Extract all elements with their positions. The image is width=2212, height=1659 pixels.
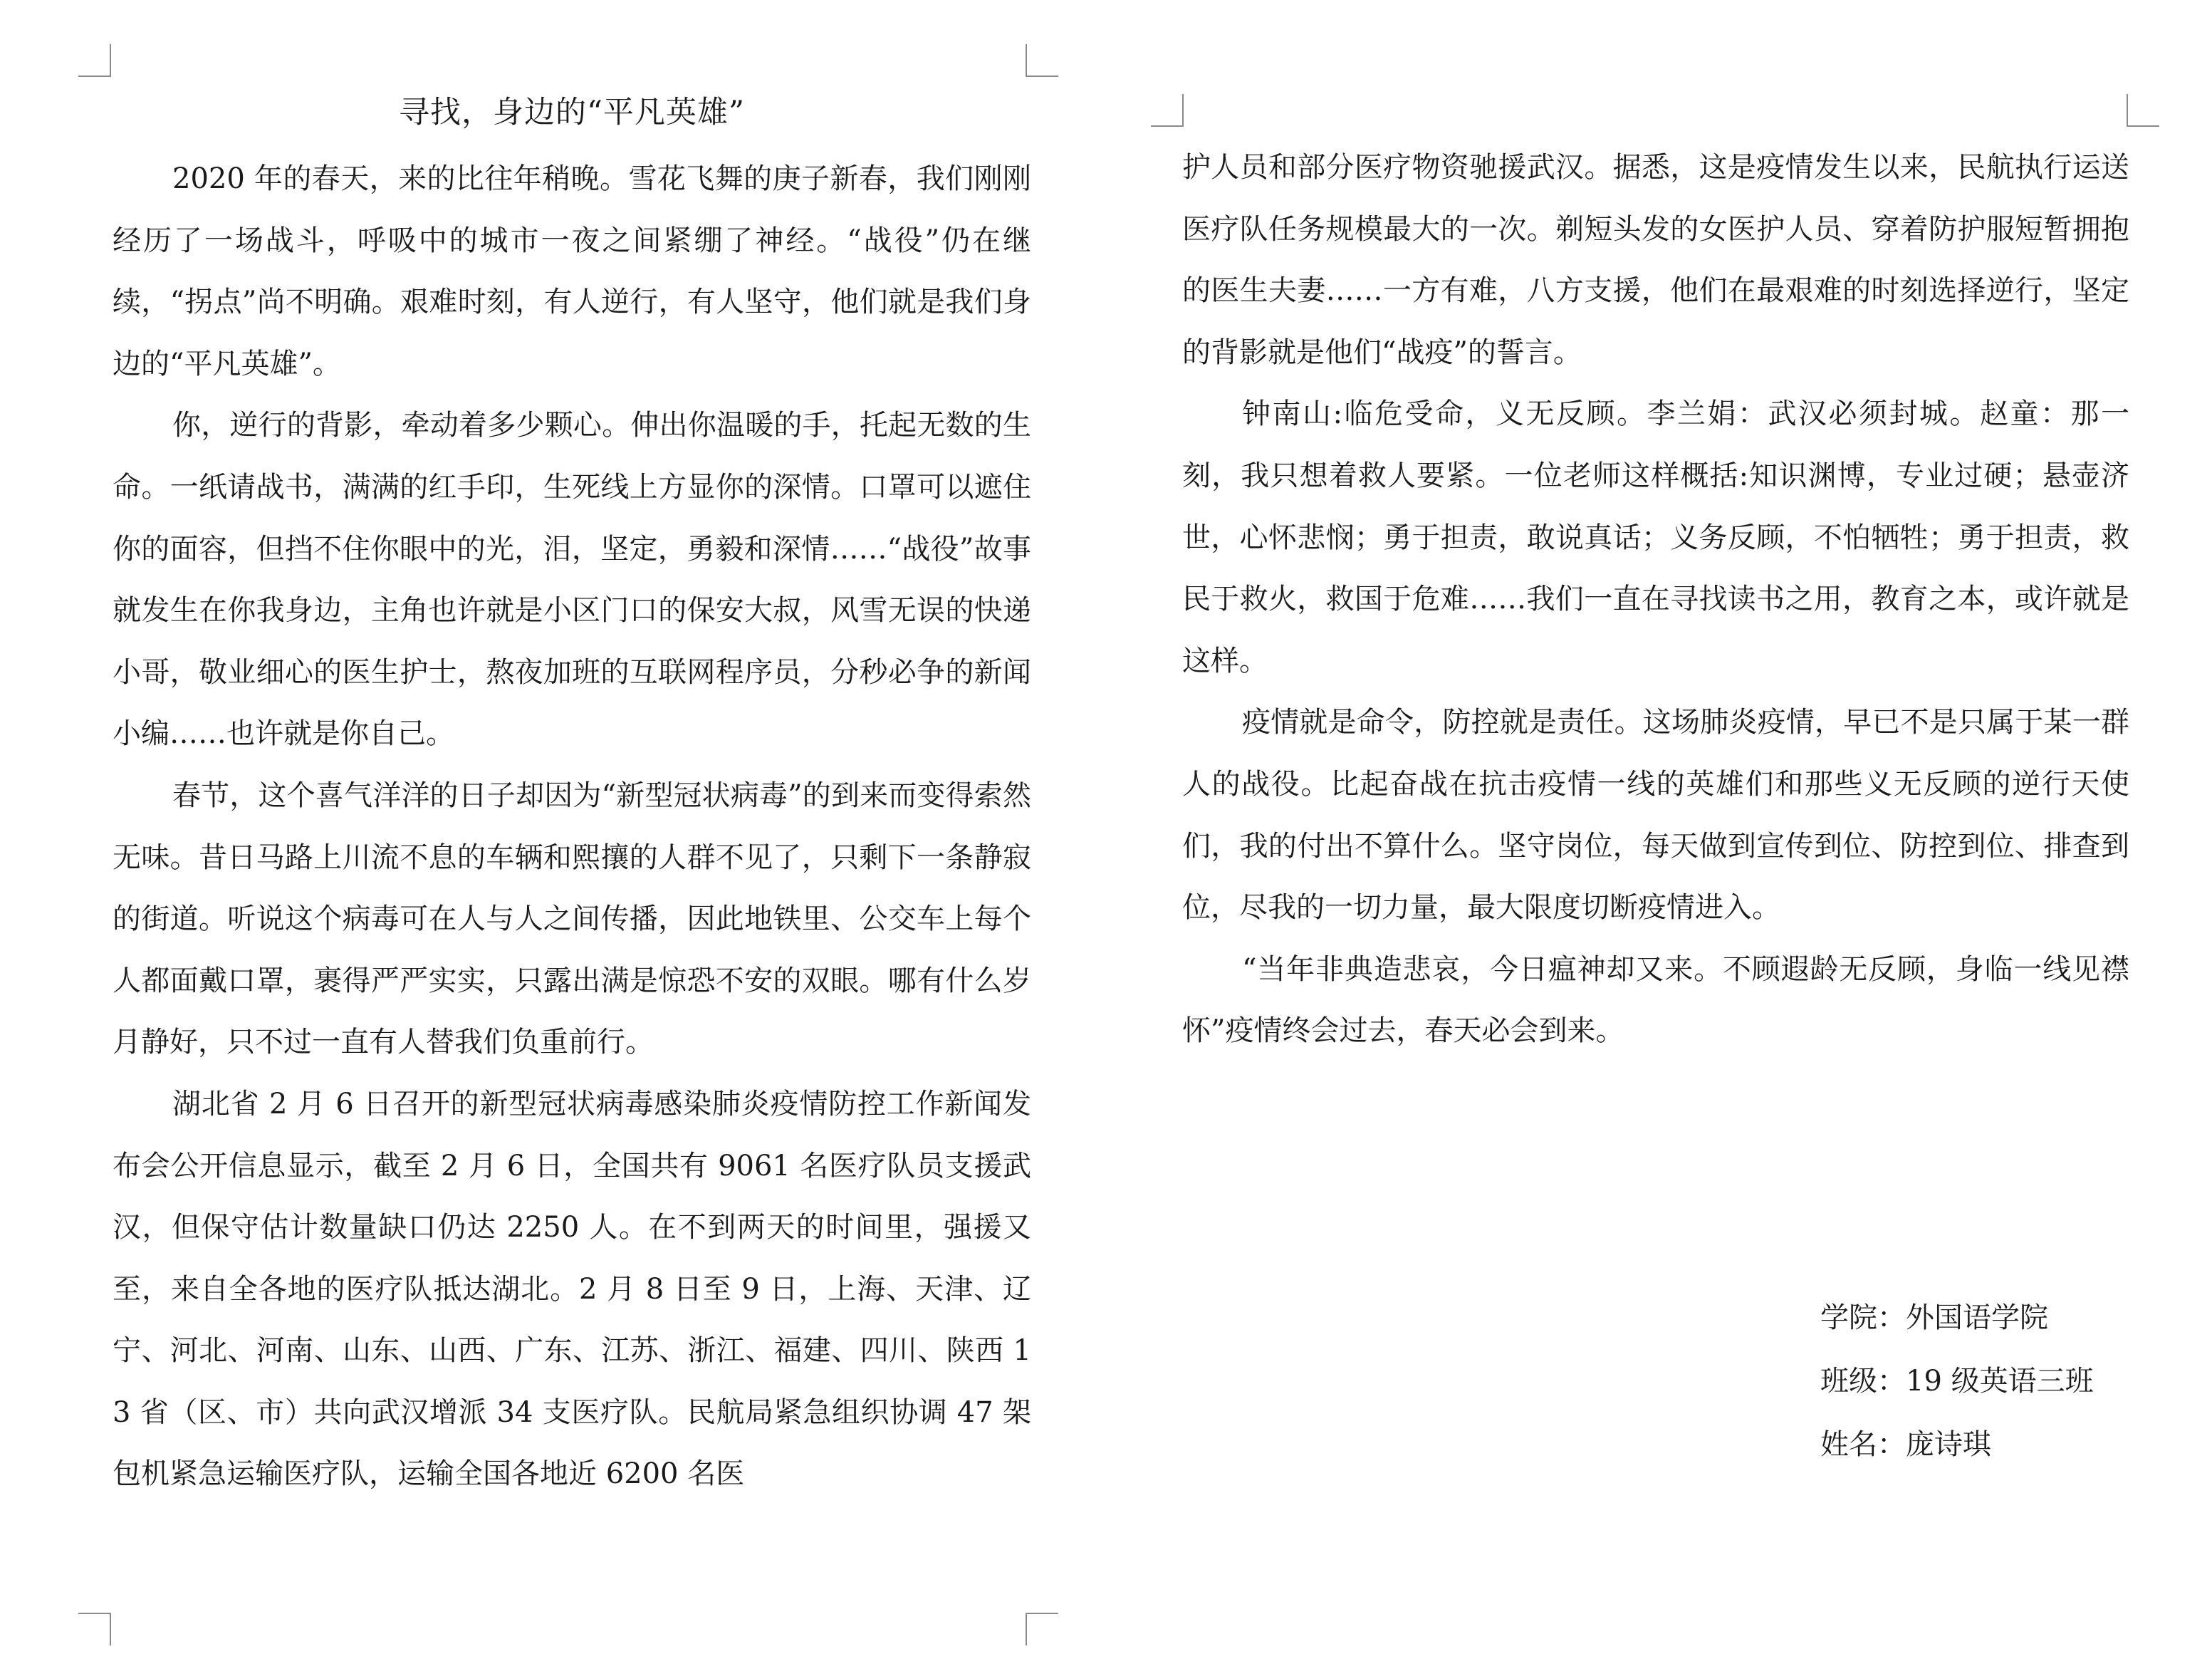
crop-mark-bottom-right xyxy=(1026,1613,1058,1645)
crop-mark-bottom-left xyxy=(78,1613,111,1645)
paragraph: 疫情就是命令，防控就是责任。这场肺炎疫情，早已不是只属于某一群人的战役。比起奋战在抗击疫情一线的英雄们和那些义无反顾的逆行天使们，我的付出不算什么。坚守岗位，每天做到宣传到位、防控到位、排查到位，尽我的一切力量，最大限度切断疫情进入。 xyxy=(1182,706,2129,925)
author-signature xyxy=(1820,1286,2094,1477)
crop-mark-top-right xyxy=(1026,44,1058,77)
paragraph: 你，逆行的背影，牵动着多少颗心。伸出你温暖的手，托起无数的生命。一纸请战书，满满的红手印，生死线上方显你的深情。口罩可以遮住你的面容，但挡不住你眼中的光，泪，坚定，勇毅和深情……“战役”故事就发生在你我身边，主角也许就是小区门口的保安大叔，风雪无误的快递小哥，敬业细心的医生护士，熬夜加班的互联网程序员，分秒必争的新闻小编……也许就是你自己。 xyxy=(113,409,1031,751)
document-title: 寻找，身边的“平凡英雄” xyxy=(399,95,745,130)
paragraph: 春节，这个喜气洋洋的日子却因为“新型冠状病毒”的到来而变得索然无味。昔日马路上川流不息的车辆和熙攘的人群不见了，只剩下一条静寂的街道。听说这个病毒可在人与人之间传播，因此地铁里、公交车上每个人都面戴口罩，裹得严严实实，只露出满是惊恐不安的双眼。哪有什么岁月静好，只不过一直有人替我们负重前行。 xyxy=(113,779,1031,1059)
left-page xyxy=(113,87,1031,1505)
crop-mark-top-left xyxy=(78,44,111,77)
signature-name: 姓名：庞诗琪 xyxy=(1820,1428,1991,1461)
paragraph: “当年非典造悲哀，今日瘟神却又来。不顾遐龄无反顾，身临一线见襟怀”疫情终会过去，春天必会到来。 xyxy=(1182,952,2129,1048)
signature-college: 学院：外国语学院 xyxy=(1820,1301,2048,1334)
paragraph-continuation: 护人员和部分医疗物资驰援武汉。据悉，这是疫情发生以来，民航执行运送医疗队任务规模最大的一次。剃短头发的女医护人员、穿着防护服短暂拥抱的医生夫妻……一方有难，八方支援，他们在最艰难的时刻选择逆行，坚定的背影就是他们“战疫”的誓言。 xyxy=(1182,151,2129,369)
right-page xyxy=(1182,137,2129,1062)
signature-class: 班级：19 级英语三班 xyxy=(1820,1365,2094,1398)
paragraph: 湖北省 2 月 6 日召开的新型冠状病毒感染肺炎疫情防控工作新闻发布会公开信息显示，截至 2 月 6 日，全国共有 9061 名医疗队员支援武汉，但保守估计数量缺口仍达 2250 人。在不到两天的时间里，强援又至，来自全各地的医疗队抵达湖北。2 月 8 日至 9 日，上海、天津、辽宁、河北、河南、山东、山西、广东、江苏、浙江、福建、四川、陕西 13 省（区、市）共向武汉增派 34 支医疗队。民航局紧急组织协调 47 架包机紧急运输医疗队，运输全国各地近 6200 名医 xyxy=(113,1087,1031,1491)
crop-mark-top-left xyxy=(1151,94,1184,127)
paragraph: 钟南山:临危受命，义无反顾。李兰娟：武汉必须封城。赵童：那一刻，我只想着救人要紧。一位老师这样概括:知识渊博，专业过硬；悬壶济世，心怀悲悯；勇于担责，敢说真话；义务反顾，不怕牺牲；勇于担责，救民于救火，救国于危难……我们一直在寻找读书之用，教育之本，或许就是这样。 xyxy=(1182,397,2129,677)
paragraph: 2020 年的春天，来的比往年稍晚。雪花飞舞的庚子新春，我们刚刚经历了一场战斗，呼吸中的城市一夜之间紧绷了神经。“战役”仍在继续，“拐点”尚不明确。艰难时刻，有人逆行，有人坚守，他们就是我们身边的“平凡英雄”。 xyxy=(113,162,1031,380)
crop-mark-top-right xyxy=(2127,94,2159,127)
